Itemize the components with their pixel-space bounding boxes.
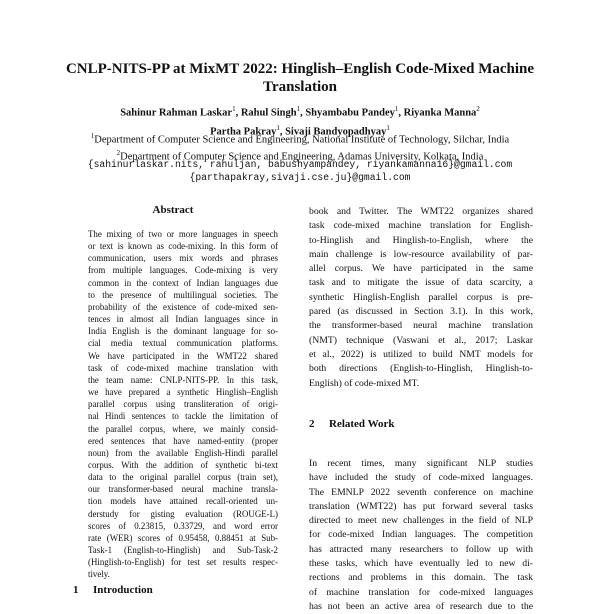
author-affiliation-mark: 1 bbox=[296, 105, 301, 113]
author-name: Sahinur Rahman Laskar bbox=[120, 107, 233, 119]
section-heading-introduction bbox=[73, 584, 153, 596]
text-line: (Hinglish-to-English) for test set results respec- bbox=[88, 557, 278, 568]
text-line: (NMT) technique (Vaswani et al., 2017; Laskar bbox=[309, 334, 533, 346]
author-name: Rahul Singh bbox=[240, 107, 297, 119]
section-title: Introduction bbox=[93, 584, 153, 596]
text-line: rections and problems in this domain. The task bbox=[309, 572, 533, 584]
section-heading-related-work bbox=[309, 418, 395, 430]
section-title: Related Work bbox=[329, 418, 395, 430]
text-line: translation (WMT22) has put forward several tasks bbox=[309, 500, 533, 512]
text-line: et al., 2022) is utilized to build NMT models for bbox=[309, 348, 533, 360]
text-line: for code-mixed Indian languages. The competition bbox=[309, 529, 533, 541]
text-line: to the presence of multilingual societies. The bbox=[88, 289, 278, 300]
text-line: data to the original parallel corpus (train set), bbox=[88, 472, 278, 483]
text-line: task code-mixed machine translation for English- bbox=[309, 220, 533, 232]
text-line: has not been an active area of research due to the bbox=[309, 600, 533, 612]
section-number: 2 bbox=[309, 418, 315, 430]
related-work-text bbox=[309, 457, 533, 614]
text-line: the parallel corpus, where, we mainly consid- bbox=[88, 423, 278, 434]
author-affiliation-mark: 1 bbox=[386, 123, 390, 132]
text-line: tences in almost all Indian languages since in bbox=[88, 314, 278, 325]
text-line: task of code-mixed machine translation with bbox=[88, 362, 278, 373]
text-line: Task-1 (English-to-Hinglish) and Sub-Task-2 bbox=[88, 545, 278, 556]
paper-title-line-1: CNLP-NITS-PP at MixMT 2022: Hinglish–English Code-Mixed Machine bbox=[65, 61, 535, 77]
author-list: Sahinur Rahman Laskar$^1$, Rahul Singh$^1$, Shyambabu Pandey$^1$, Riyanka Manna$^2$ Partha Pakray$^1$, Sivaji Bandyopadhyay$^1$ bbox=[120, 105, 480, 137]
affiliation: $^2$Department of Computer Science and Engineering, Adamas University, Kolkata, India bbox=[116, 148, 484, 162]
email-line: {sahinurlaskar.nits, rahuljan, babushyampandey, riyankamanna16}@gmail.com bbox=[87, 159, 513, 170]
text-line: scores of 0.23815, 0.33729, and word error bbox=[88, 520, 278, 531]
text-line: to-Hinglish and Hinglish-to-English, where the bbox=[309, 234, 533, 246]
abstract-text bbox=[88, 228, 278, 581]
author-name: Riyanka Manna bbox=[403, 107, 477, 119]
text-line: The mixing of two or more languages in speech bbox=[88, 229, 278, 239]
section-number: 1 bbox=[73, 584, 79, 596]
text-line: of machine translation for code-mixed languages bbox=[309, 586, 533, 598]
text-line: book and Twitter. The WMT22 organizes shared bbox=[309, 206, 533, 217]
text-line: pared (as discussed in Section 3.1). In this work, bbox=[309, 306, 533, 318]
author-affiliation-mark: 2 bbox=[476, 105, 480, 113]
right-column-text bbox=[309, 205, 533, 391]
text-line: task and to mitigate the issue of data scarcity, a bbox=[309, 277, 533, 289]
author-affiliation-mark: 1 bbox=[232, 105, 236, 113]
text-line: our transformer-based neural machine transla- bbox=[88, 484, 278, 495]
text-line: In recent times, many significant NLP studies bbox=[309, 458, 533, 469]
text-line: has attracted many researchers to follow up with bbox=[309, 543, 533, 555]
text-line: common in the context of Indian languages due bbox=[88, 277, 278, 288]
text-line: tion models have attained recall-oriented un- bbox=[88, 496, 278, 507]
text-line: allel corpus. We have participated in the same bbox=[309, 263, 533, 275]
text-line: The EMNLP 2022 seventh conference on machine bbox=[309, 486, 533, 498]
paper-title bbox=[40, 60, 560, 96]
text-line: India English is the dominant language for so- bbox=[88, 326, 278, 337]
paper-title-line-2: Translation bbox=[263, 79, 337, 95]
text-line: ered sentences that have named-entity (proper bbox=[88, 435, 278, 446]
text-line: tively. bbox=[88, 569, 110, 580]
text-line: nal Hindi sentences to tackle the limitation of bbox=[88, 411, 278, 422]
text-line: the team name: CNLP-NITS-PP. In this task, bbox=[88, 374, 278, 385]
text-line: English) of code-mixed MT. bbox=[309, 377, 420, 389]
author-affiliation-mark: 1 bbox=[276, 123, 280, 132]
text-line: directed to meet new challenges in the field of NLP bbox=[309, 515, 533, 527]
text-line: we have prepared a synthetic Hinglish–English bbox=[88, 387, 278, 398]
author-name: Partha Pakray bbox=[210, 126, 277, 137]
text-line: derstudy for gisting evaluation (ROUGE-L) bbox=[88, 508, 278, 519]
text-line: noun) from the available English-Hindi parallel bbox=[88, 447, 278, 458]
author-name: Sivaji Bandyopadhyay bbox=[285, 126, 387, 137]
text-line: parallel corpus using transliteration of origi- bbox=[88, 399, 278, 410]
text-line: corpus. With the addition of synthetic bi-text bbox=[88, 459, 278, 470]
text-line: or text is known as code-mixing. In this form of bbox=[88, 241, 278, 252]
abstract-heading: Abstract bbox=[152, 204, 194, 216]
author-emails bbox=[40, 158, 560, 184]
text-line: these tasks, which have eventually led to new di- bbox=[309, 558, 533, 570]
author-name: Shyambabu Pandey bbox=[305, 107, 395, 119]
email-line: {parthapakray,sivaji.cse.ju}@gmail.com bbox=[189, 172, 411, 183]
text-line: main challenge is low-resource availability of par- bbox=[309, 248, 533, 260]
text-line: probability of the existence of code-mixed sen- bbox=[88, 301, 278, 312]
text-line: from multiple languages. Code-mixing is very bbox=[88, 265, 278, 276]
text-line: communication, users mix words and phrases bbox=[88, 253, 278, 264]
affiliation: $^1$Department of Computer Science and Engineering, National Institute of Technology, Silchar, India bbox=[90, 132, 510, 146]
text-line: synthetic Hinglish-English parallel corpus is pre- bbox=[309, 291, 533, 303]
text-line: both directions (English-to-Hinglish, Hinglish-to- bbox=[309, 363, 533, 375]
text-line: the transformer-based neural machine translation bbox=[309, 320, 533, 332]
text-line: have included the study of code-mixed languages. bbox=[309, 472, 533, 484]
author-affiliation-mark: 1 bbox=[394, 105, 399, 113]
text-line: We have participated in the WMT22 shared bbox=[88, 350, 278, 361]
text-line: cial media textual communication platforms. bbox=[88, 338, 278, 349]
text-line: rate (WER) scores of 0.95458, 0.88451 at Sub- bbox=[88, 532, 278, 543]
